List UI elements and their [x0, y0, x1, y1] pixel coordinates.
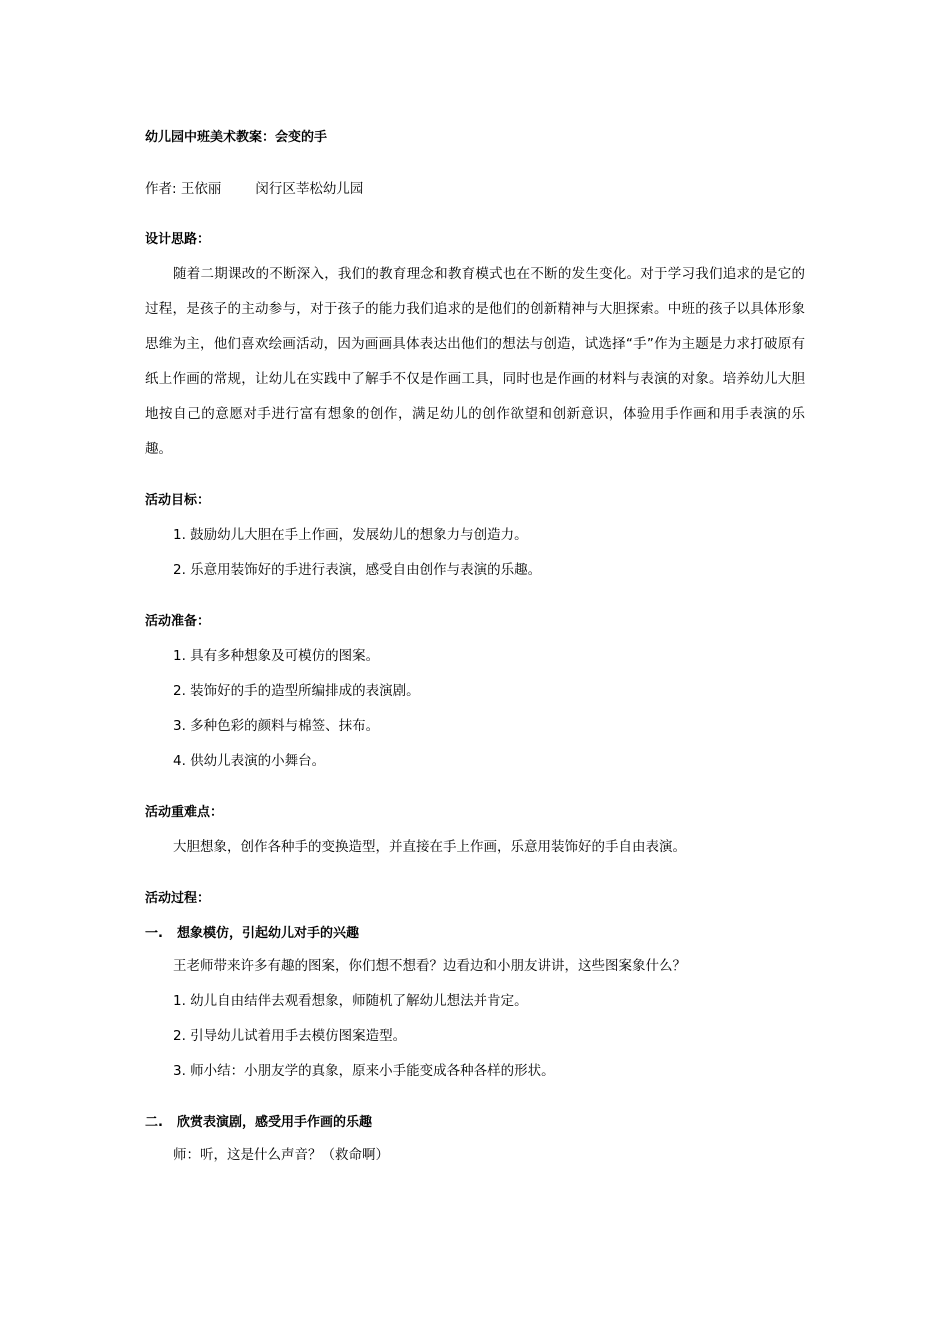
goals-heading: 活动目标： — [145, 493, 211, 508]
process-step-2 — [145, 1114, 805, 1173]
step-2-intro: 师：听，这是什么声音？（救命啊） — [173, 1147, 389, 1163]
list-item: 1. 幼儿自由结伴去观看想象，师随机了解幼儿想法并肯定。 — [173, 993, 528, 1009]
design-section — [145, 231, 805, 467]
step-2-title: 欣赏表演剧，感受用手作画的乐趣 — [177, 1115, 373, 1130]
list-item: 2. 装饰好的手的造型所编排成的表演剧。 — [173, 683, 420, 699]
process-section — [145, 890, 805, 1173]
step-1-intro: 王老师带来许多有趣的图案，你们想不想看？边看边和小朋友讲讲，这些图案象什么？ — [173, 958, 686, 974]
author-line — [145, 180, 805, 198]
key-points-section — [145, 804, 805, 865]
author-organization: 闵行区莘松幼儿园 — [255, 181, 364, 197]
list-item: 1. 具有多种想象及可模仿的图案。 — [173, 648, 380, 664]
goals-section — [145, 492, 805, 588]
step-1-title: 想象模仿，引起幼儿对手的兴趣 — [177, 926, 360, 941]
process-step-1 — [145, 925, 805, 1089]
step-2-number: 二. — [145, 1115, 163, 1130]
step-2-heading — [145, 1114, 805, 1132]
preparation-section — [145, 613, 805, 779]
key-points-text: 大胆想象，创作各种手的变换造型，并直接在手上作画，乐意用装饰好的手自由表演。 — [173, 839, 686, 855]
list-item: 4. 供幼儿表演的小舞台。 — [173, 753, 326, 769]
step-1-number: 一. — [145, 926, 163, 941]
list-item: 3. 多种色彩的颜料与棉签、抹布。 — [173, 718, 380, 734]
list-item: 2. 引导幼儿试着用手去模仿图案造型。 — [173, 1028, 407, 1044]
design-heading: 设计思路： — [145, 232, 211, 247]
document-body — [145, 129, 805, 1173]
author-name: 作者: 王依丽 — [145, 181, 222, 197]
step-1-heading — [145, 925, 805, 943]
design-paragraph: 随着二期课改的不断深入，我们的教育理念和教育模式也在不断的发生变化。对于学习我们追求的是它的过程，是孩子的主动参与，对于孩子的能力我们追求的是他们的创新精神与大胆探索。中班的孩子以具体形象思维为主，他们喜欢绘画活动，因为画画具体表达出他们的想法与创造，试选择“手”作为主题是力求打破原有纸上作画的常规，让幼儿在实践中了解手不仅是作画工具，同时也是作画的材料与表演的对象。培养幼儿大胆地按自己的意愿对手进行富有想象的创作，满足幼儿的创作欲望和创新意识，体验用手作画和用手表演的乐趣。 — [145, 266, 805, 457]
process-heading: 活动过程： — [145, 891, 211, 906]
key-points-heading: 活动重难点： — [145, 805, 224, 820]
list-item: 1. 鼓励幼儿大胆在手上作画，发展幼儿的想象力与创造力。 — [173, 527, 528, 543]
preparation-heading: 活动准备： — [145, 614, 211, 629]
document-title: 幼儿园中班美术教案：会变的手 — [145, 130, 328, 145]
list-item: 3. 师小结：小朋友学的真象，原来小手能变成各种各样的形状。 — [173, 1063, 555, 1079]
list-item: 2. 乐意用装饰好的手进行表演，感受自由创作与表演的乐趣。 — [173, 562, 542, 578]
